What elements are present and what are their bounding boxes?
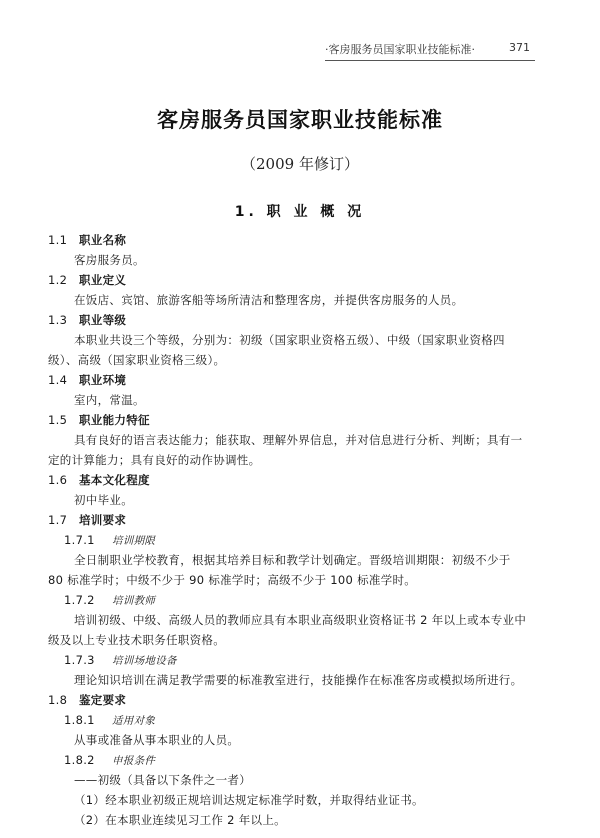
heading-number: 1.6 [48,473,68,487]
heading-1-3 [48,310,556,330]
heading-1-8-1 [48,710,556,730]
paragraph-line: 具有良好的语言表达能力；能获取、理解外界信息，并对信息进行分析、判断；具有一 [74,433,523,447]
paragraph: 从事或准备从事本职业的人员。 [74,733,240,747]
paragraph-line: 级及以上专业技术职务任职资格。 [48,633,225,647]
list-item: （2）在本职业连续见习工作 2 年以上。 [74,813,286,827]
heading-label: 基本文化程度 [79,473,150,487]
sub-heading: ——初级（具备以下条件之一者） [74,773,251,787]
heading-number: 1.2 [48,273,68,287]
paragraph-line: 级）、高级（国家职业资格三级）。 [48,353,226,367]
heading-label: 鉴定要求 [79,693,127,707]
header-rule [325,60,535,61]
heading-number: 1.3 [48,313,68,327]
paragraph: 室内，常温。 [74,393,145,407]
paragraph: 初中毕业。 [74,493,133,507]
heading-number: 1.8.1 [64,713,95,727]
paragraph-line: 80 标准学时；中级不少于 90 标准学时；高级不少于 100 标准学时。 [48,573,417,587]
paragraph-line: 本职业共设三个等级，分别为：初级（国家职业资格五级）、中级（国家职业资格四 [74,333,505,347]
heading-label: 申报条件 [112,755,156,767]
paragraph-line: 全日制职业学校教育，根据其培养目标和教学计划确定。晋级培训期限：初级不少于 [74,553,511,567]
heading-1-7 [48,510,556,530]
paragraph: 客房服务员。 [74,253,145,267]
document-title: 客房服务员国家职业技能标准 [157,107,443,132]
paragraph-line: 培训初级、中级、高级人员的教师应具有本职业高级职业资格证书 2 年以上或本专业中 [74,613,527,627]
heading-number: 1.4 [48,373,68,387]
list-item: （1）经本职业初级正规培训达规定标准学时数，并取得结业证书。 [74,793,424,807]
heading-number: 1.7.3 [64,653,95,667]
paragraph: 在饭店、宾馆、旅游客船等场所清洁和整理客房，并提供客房服务的人员。 [74,293,464,307]
heading-1-4 [48,370,556,390]
running-header-text: ·客房服务员国家职业技能标准· [325,43,475,56]
document-subtitle: （2009 年修订） [241,155,359,173]
heading-label: 培训场地设备 [112,655,177,667]
heading-label: 职业等级 [79,313,127,327]
heading-1-6 [48,470,556,490]
heading-label: 职业定义 [79,273,127,287]
heading-number: 1.7.2 [64,593,95,607]
heading-1-8 [48,690,556,710]
heading-label: 职业名称 [79,233,127,247]
heading-1-7-1 [48,530,556,550]
heading-label: 培训期限 [112,535,156,547]
heading-number: 1.5 [48,413,68,427]
heading-number: 1.8 [48,693,68,707]
document-body [48,230,556,830]
heading-label: 适用对象 [112,715,156,727]
heading-label: 培训要求 [79,513,127,527]
section-title: 1. 职 业 概 况 [234,204,366,220]
heading-number: 1.7 [48,513,68,527]
heading-1-7-2 [48,590,556,610]
heading-label: 职业能力特征 [79,413,150,427]
heading-1-2 [48,270,556,290]
heading-1-8-2 [48,750,556,770]
heading-label: 培训教师 [112,595,156,607]
heading-number: 1.8.2 [64,753,95,767]
heading-number: 1.1 [48,233,68,247]
heading-1-7-3 [48,650,556,670]
heading-label: 职业环境 [79,373,127,387]
page-number: 371 [509,41,530,54]
paragraph: 理论知识培训在满足教学需要的标准教室进行，技能操作在标准客房或模拟场所进行。 [74,673,523,687]
heading-number: 1.7.1 [64,533,95,547]
heading-1-1 [48,230,556,250]
paragraph-line: 定的计算能力；具有良好的动作协调性。 [48,453,261,467]
heading-1-5 [48,410,556,430]
